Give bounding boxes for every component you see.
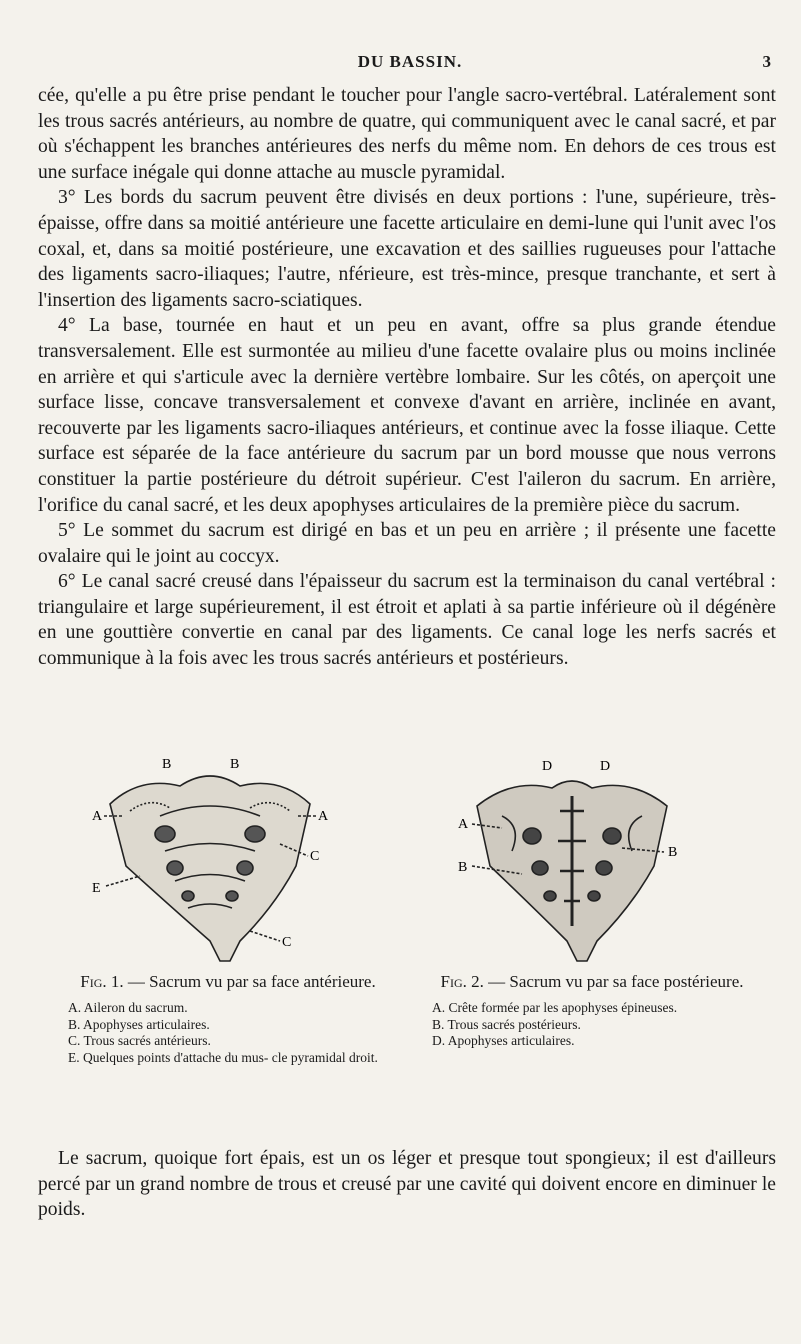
figure-1-caption — [68, 972, 388, 1066]
figure-1-title — [68, 972, 388, 992]
fig1-label-e: E — [92, 881, 101, 896]
legend-item: E. Quelques points d'attache du mus- cle pyramidal droit. — [68, 1049, 378, 1065]
paragraph-bords: 3° Les bords du sacrum peuvent être divisés en deux portions : l'une, supérieure, très-épaisse, offre dans sa moitié antérieure une facette articulaire en demi-lune qui l'unit avec l'os coxal, et, dans sa moitié postérieure, une excavation et des saillies rugueuses pour l'attache des ligaments sacro-iliaques; l'autre, nférieure, est très-mince, presque tranchante, et sert à l'insertion des ligaments sacro-sciatiques. — [38, 187, 776, 311]
fig1-label-c-lower: C — [282, 935, 292, 950]
fig1-label-b-right: B — [230, 757, 240, 772]
legend-item: A. Crête formée par les apophyses épineuses. — [432, 1000, 678, 1015]
paragraph-base: 4° La base, tournée en haut et un peu en avant, offre sa plus grande étendue transversalement. Elle est surmontée au milieu d'une facette ovalaire plus ou moins inclinée en arrière et qui s'articule avec la dernière vertèbre lombaire. Sur les côtés, on aperçoit une surface lisse, concave transversalement et convexe d'avant en arrière, inclinée en avant, recouverte par les ligaments sacro-iliaques antérieurs, et continue avec la fosse iliaque. Cette surface est séparée de la face antérieure du sacrum par un bord mousse que nous verrons constituer la partie postérieure du détroit supérieur. C'est l'aileron du sacrum. En arrière, l'orifice du canal sacré, et les deux apophyses articulaires de la première pièce du sacrum. — [38, 315, 776, 516]
fig2-label-d-right: D — [600, 759, 611, 774]
sacrum-posterior-illustration — [432, 756, 712, 971]
page-number: 3 — [762, 52, 772, 71]
figures-row — [60, 756, 760, 971]
figure-2-number: Fig. 2. — [440, 972, 484, 991]
figure-1 — [70, 756, 350, 971]
fig2-label-b-left: B — [458, 860, 468, 875]
legend-item: D. Apophyses articulaires. — [432, 1033, 575, 1048]
fig1-label-c-upper: C — [310, 849, 320, 864]
legend-item: B. Apophyses articulaires. — [68, 1016, 210, 1032]
fig2-label-d-left: D — [542, 759, 553, 774]
figure-2 — [432, 756, 712, 971]
running-title: DU BASSIN. — [357, 52, 463, 71]
fig1-label-b-left: B — [162, 757, 172, 772]
figure-1-title-text: — Sacrum vu par sa face antérieure. — [127, 972, 376, 991]
fig1-label-a-right: A — [318, 809, 329, 824]
closing-paragraph: Le sacrum, quoique fort épais, est un os léger et presque tout spongieux; il est d'ailleurs percé par un grand nombre de trous et creusé par une cavité qui doivent encore en diminuer le poids. — [38, 1148, 776, 1221]
figure-2-legend — [432, 1000, 752, 1050]
body-text — [38, 83, 776, 672]
figure-2-title — [432, 972, 752, 992]
figure-2-title-text: — Sacrum vu par sa face postérieure. — [488, 972, 744, 991]
fig1-label-a-left: A — [92, 809, 103, 824]
legend-item: B. Trous sacrés postérieurs. — [432, 1016, 581, 1032]
fig2-label-b-right: B — [668, 845, 678, 860]
legend-item: A. Aileron du sacrum. — [68, 1000, 188, 1015]
figure-1-legend — [68, 1000, 388, 1066]
legend-item: C. Trous sacrés antérieurs. — [68, 1033, 211, 1048]
paragraph-1: cée, qu'elle a pu être prise pendant le toucher pour l'angle sacro-vertébral. Latéralement sont les trous sacrés antérieurs, au nombre de quatre, qui communiquent avec le canal sacré, et par où s'échappent les branches antérieures des nerfs du même nom. En dehors de ces trous est une surface inégale qui donne attache au muscle pyramidal. — [38, 85, 776, 183]
paragraph-sommet: 5° Le sommet du sacrum est dirigé en bas et un peu en arrière ; il présente une facette ovalaire qui le joint au coccyx. — [38, 520, 776, 567]
sacrum-anterior-illustration — [70, 756, 350, 971]
running-head — [40, 52, 780, 78]
closing-text — [38, 1146, 776, 1223]
fig2-label-a: A — [458, 817, 469, 832]
figure-2-caption — [432, 972, 752, 1050]
figure-1-number: Fig. 1. — [80, 972, 124, 991]
paragraph-canal: 6° Le canal sacré creusé dans l'épaisseur du sacrum est la terminaison du canal vertébral : triangulaire et large supérieurement, il est étroit et aplati à sa partie inférieure où il dégénère en une gouttière convertie en canal par des ligaments. Ce canal loge les nerfs sacrés et communique à la fois avec les trous sacrés antérieurs et postérieurs. — [38, 571, 776, 670]
